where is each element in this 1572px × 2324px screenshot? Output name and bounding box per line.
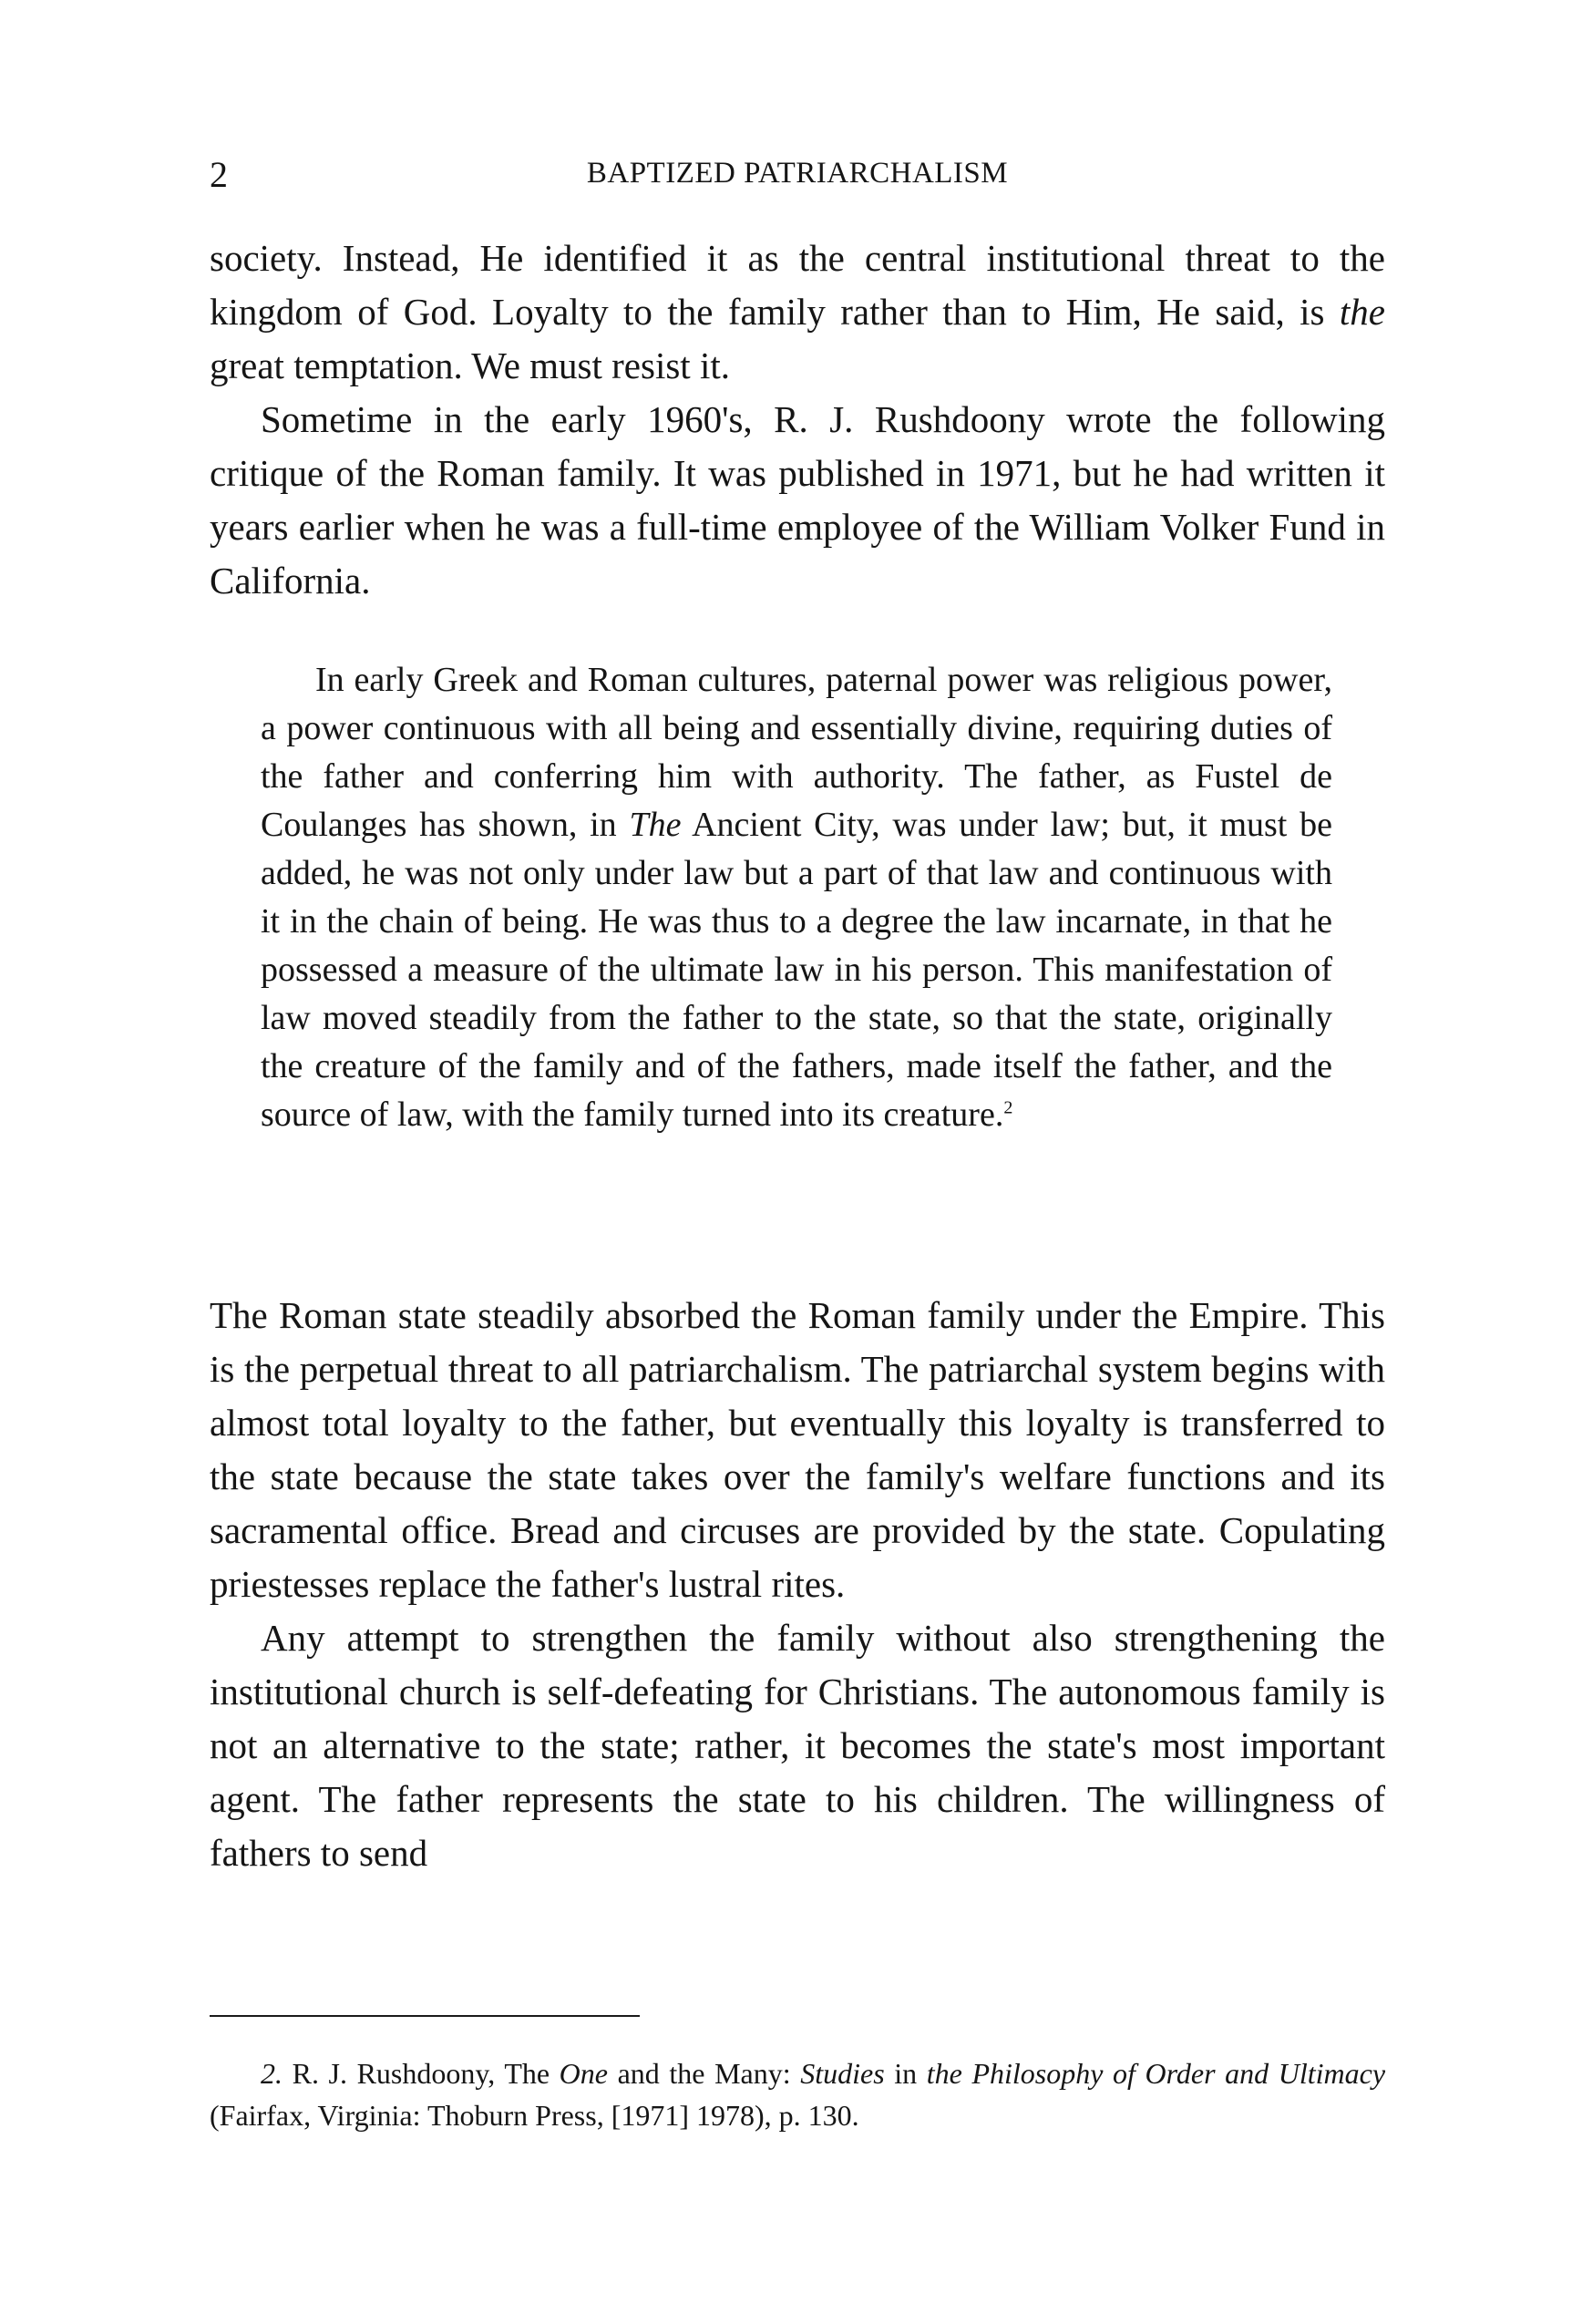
footnote-title-italic: Studies (800, 2057, 885, 2090)
quote-paragraph (261, 656, 1332, 1139)
footnote-number: 2. (261, 2057, 283, 2090)
footnote-reference[interactable]: 2 (1003, 1097, 1013, 1118)
quote-text: In early Greek and Roman cultures, paternal power was religious power, a power continuous with all being and essentially divine, requiring duties of the father and conferring him with authority. The father, as Fustel de Coulanges has shown, in (261, 661, 1332, 844)
block-quote (261, 656, 1332, 1139)
paragraph-text: The Roman state steadily absorbed the Roman family under the Empire. This is the perpetual threat to all patriarchalism. The patriarchal system begins with almost total loyalty to the father, but eventually this loyalty is transferred to the state because the state takes over the family's welfare functions and its sacramental office. Bread and circuses are provided by the state. Copulating priestesses replace the father's lustral rites. (210, 1294, 1385, 1605)
paragraph-continuation (210, 231, 1385, 393)
footnote (210, 2052, 1385, 2136)
running-title: BAPTIZED PATRIARCHALISM (586, 157, 1009, 190)
paragraph-text: Any attempt to strengthen the family without also strengthening the institutional church is self-defeating for Christians. The autonomous family is not an alternative to the state; rather, it becomes the state's most important agent. The father represents the state to his children. The willingness of fathers to send (210, 1617, 1385, 1874)
quote-text: Ancient City, was under law; but, it must be added, he was not only under law but a part of that law and continuous with it in the chain of being. He was thus to a degree the law incarnate, in that he possessed a measure of the ultimate law in his person. This manifestation of law moved steadily from the father to the state, so that the state, originally the creature of the family and of the fathers, made itself the father, and the source of law, with the family turned into its creature. (261, 806, 1332, 1134)
paragraph-text: great temptation. We must resist it. (210, 344, 730, 386)
footnote-title-one: One (559, 2057, 608, 2090)
paragraph-text: Sometime in the early 1960's, R. J. Rushdoony wrote the following critique of the Roman family. It was published in 1971, but he had written it years earlier when he was a full-time employee of the William Volker Fund in California. (210, 398, 1385, 602)
footnote-divider (210, 2015, 640, 2017)
paragraph-rushdoony-intro (210, 393, 1385, 608)
paragraph-autonomous-family (210, 1611, 1385, 1880)
quote-title-italic: The (629, 806, 682, 844)
paragraph-roman-state (210, 1289, 1385, 1611)
footnote-author: R. J. Rushdoony, The (283, 2057, 560, 2090)
footnote-publication: (Fairfax, Virginia: Thoburn Press, [1971] 1978), p. 130. (210, 2099, 859, 2132)
running-head (210, 153, 1385, 208)
paragraph-text: society. Instead, He identified it as the central institutional threat to the kingdom of God. Loyalty to the family rather than to Him, He said, is (210, 237, 1385, 333)
footnote-title-mid: and the Many: (607, 2057, 801, 2090)
body-text-bottom (210, 1289, 1385, 1880)
page-number: 2 (210, 154, 228, 195)
footnote-title-in: in (884, 2057, 927, 2090)
emphasis-the: the (1339, 291, 1385, 333)
body-text-top (210, 231, 1385, 608)
footnote-title-rest: the Philosophy of Order and Ultimacy (926, 2057, 1386, 2090)
